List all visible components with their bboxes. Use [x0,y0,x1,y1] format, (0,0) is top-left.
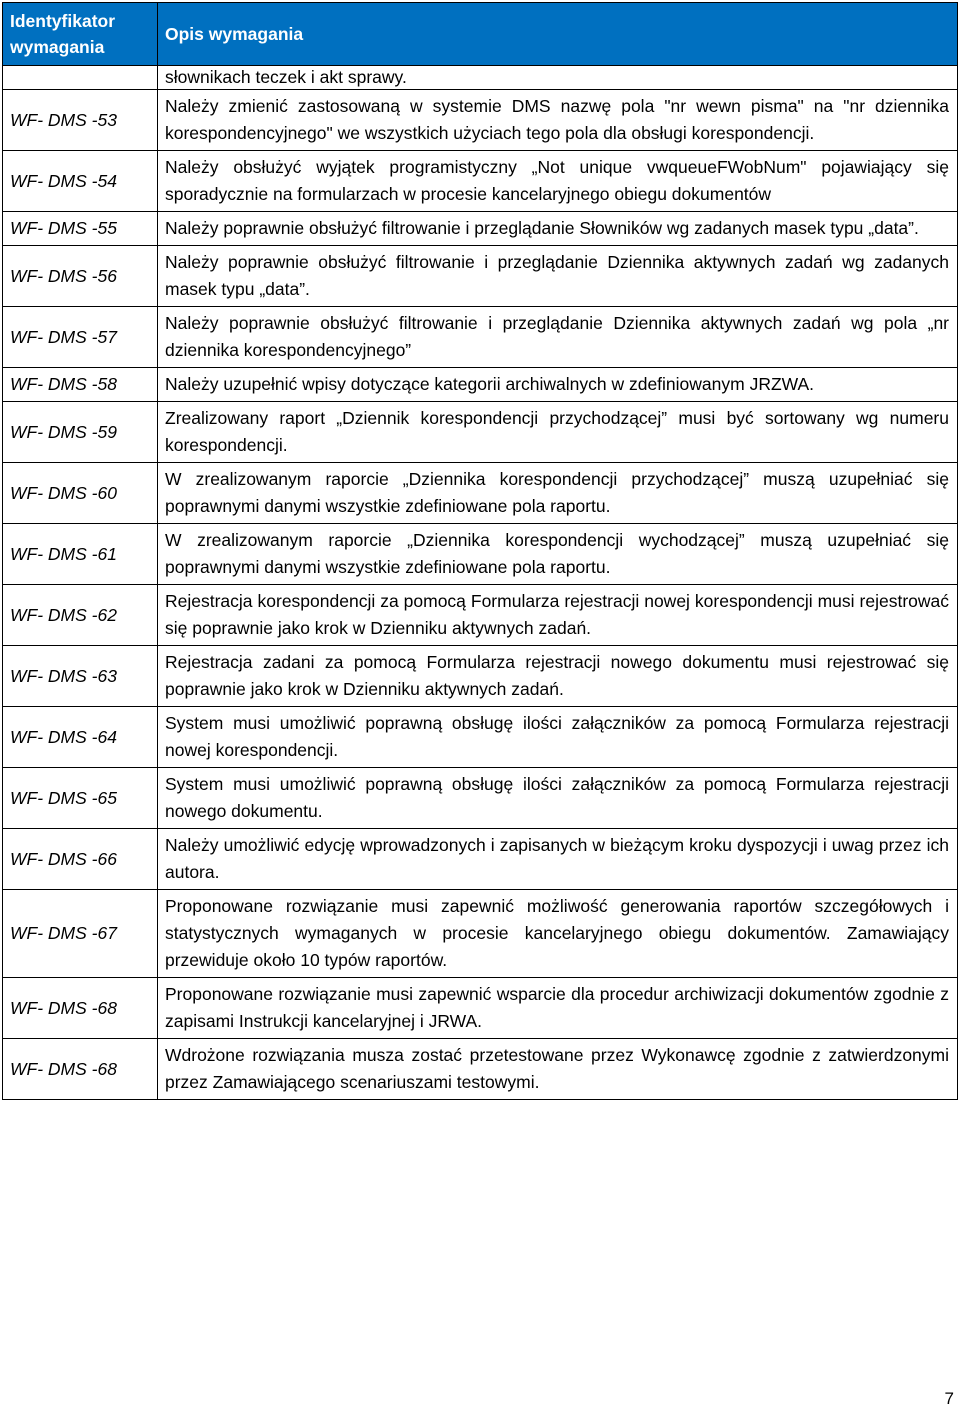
continuation-id-cell [3,66,158,90]
table-row [3,585,958,646]
requirement-description: W zrealizowanym raporcie „Dziennika korespondencji przychodzącej” muszą uzupełniać się poprawnymi danymi wszystkie zdefiniowane pola raportu. [158,463,958,524]
requirement-id: WF- DMS -61 [3,524,158,585]
table-row [3,978,958,1039]
table-header-row [3,3,958,66]
table-row [3,90,958,151]
requirement-description: Należy poprawnie obsłużyć filtrowanie i przeglądanie Słowników wg zadanych masek typu „data”. [158,212,958,246]
requirement-id: WF- DMS -57 [3,307,158,368]
table-row [3,1039,958,1100]
table-row [3,246,958,307]
page-number: 7 [944,1389,954,1408]
requirement-id: WF- DMS -62 [3,585,158,646]
requirement-description: Należy poprawnie obsłużyć filtrowanie i przeglądanie Dziennika aktywnych zadań wg pola „nr dziennika korespondencyjnego” [158,307,958,368]
table-row [3,307,958,368]
header-id: Identyfikator wymagania [3,3,158,66]
requirement-id: WF- DMS -63 [3,646,158,707]
requirement-id: WF- DMS -58 [3,368,158,402]
requirement-id: WF- DMS -68 [3,1039,158,1100]
requirement-description: W zrealizowanym raporcie „Dziennika korespondencji wychodzącej” muszą uzupełniać się poprawnymi danymi wszystkie zdefiniowane pola raportu. [158,524,958,585]
requirement-description: Należy obsłużyć wyjątek programistyczny „Not unique vwqueueFWobNum" pojawiający się sporadycznie na formularzach w procesie kancelaryjnego obiegu dokumentów [158,151,958,212]
requirement-description: Należy poprawnie obsłużyć filtrowanie i przeglądanie Dziennika aktywnych zadań wg zadanych masek typu „data”. [158,246,958,307]
table-row [3,463,958,524]
table-row [3,646,958,707]
requirement-id: WF- DMS -68 [3,978,158,1039]
requirement-description: Należy zmienić zastosowaną w systemie DMS nazwę pola "nr wewn pisma" na "nr dziennika korespondencyjnego" we wszystkich użyciach tego pola dla obsługi korespondencji. [158,90,958,151]
requirement-id: WF- DMS -67 [3,890,158,978]
requirement-description: Rejestracja korespondencji za pomocą Formularza rejestracji nowej korespondencji musi rejestrować się poprawnie jako krok w Dzienniku aktywnych zadań. [158,585,958,646]
requirement-id: WF- DMS -53 [3,90,158,151]
requirement-description: System musi umożliwić poprawną obsługę ilości załączników za pomocą Formularza rejestracji nowego dokumentu. [158,768,958,829]
requirement-id: WF- DMS -65 [3,768,158,829]
header-desc: Opis wymagania [158,3,958,66]
table-row [3,707,958,768]
table-row [3,524,958,585]
requirement-id: WF- DMS -66 [3,829,158,890]
requirement-description: Proponowane rozwiązanie musi zapewnić możliwość generowania raportów szczegółowych i statystycznych wymaganych w procesie kancelaryjnego obiegu dokumentów. Zamawiający przewiduje około 10 typów raportów. [158,890,958,978]
requirement-id: WF- DMS -60 [3,463,158,524]
requirement-description: Proponowane rozwiązanie musi zapewnić wsparcie dla procedur archiwizacji dokumentów zgodnie z zapisami Instrukcji kancelaryjnej i JRWA. [158,978,958,1039]
requirement-description: Należy uzupełnić wpisy dotyczące kategorii archiwalnych w zdefiniowanym JRZWA. [158,368,958,402]
table-row [3,151,958,212]
table-row [3,368,958,402]
requirement-description: Rejestracja zadani za pomocą Formularza rejestracji nowego dokumentu musi rejestrować się poprawnie jako krok w Dzienniku aktywnych zadań. [158,646,958,707]
requirement-id: WF- DMS -64 [3,707,158,768]
requirement-id: WF- DMS -56 [3,246,158,307]
requirement-id: WF- DMS -59 [3,402,158,463]
requirements-table [2,2,958,1100]
continuation-desc-cell: słownikach teczek i akt sprawy. [158,66,958,90]
table-row [3,768,958,829]
requirement-description: System musi umożliwić poprawną obsługę ilości załączników za pomocą Formularza rejestracji nowej korespondencji. [158,707,958,768]
table-row [3,212,958,246]
table-row [3,829,958,890]
requirement-id: WF- DMS -54 [3,151,158,212]
table-row [3,890,958,978]
requirement-description: Wdrożone rozwiązania musza zostać przetestowane przez Wykonawcę zgodnie z zatwierdzonymi przez Zamawiającego scenariuszami testowymi. [158,1039,958,1100]
requirement-description: Zrealizowany raport „Dziennik korespondencji przychodzącej” musi być sortowany wg numeru korespondencji. [158,402,958,463]
table-row [3,402,958,463]
requirement-id: WF- DMS -55 [3,212,158,246]
requirement-description: Należy umożliwić edycję wprowadzonych i zapisanych w bieżącym kroku dyspozycji i uwag przez ich autora. [158,829,958,890]
continuation-row [3,66,958,90]
